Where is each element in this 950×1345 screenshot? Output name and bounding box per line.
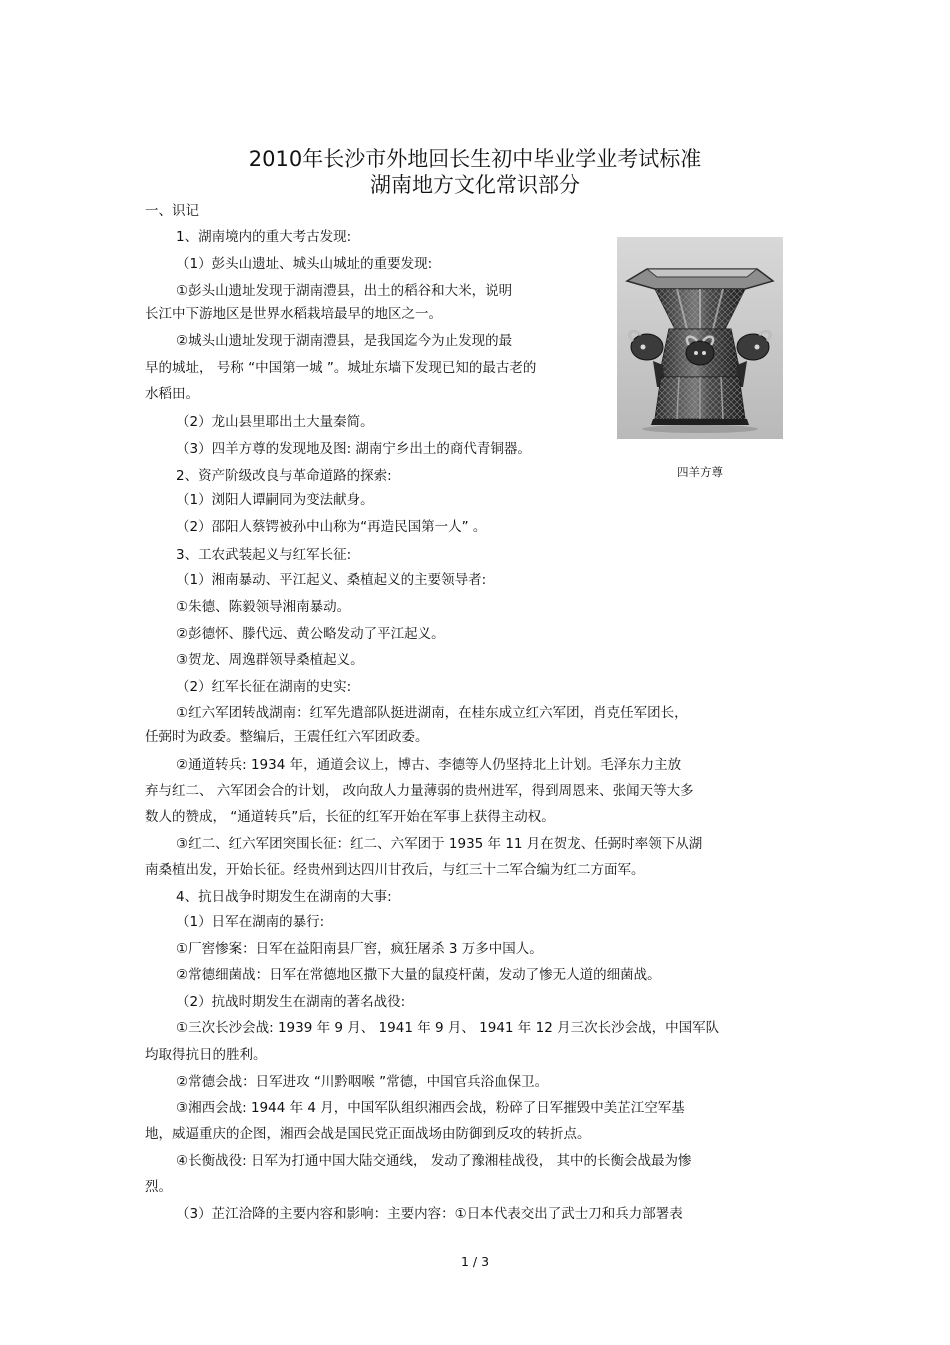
paragraph-line: 早的城址， 号称 “中国第一城 ”。城址东墙下发现已知的最古老的	[145, 360, 537, 376]
section-heading: 一、识记	[145, 203, 199, 219]
topic-heading: 2、资产阶级改良与革命道路的探索:	[176, 468, 392, 484]
paragraph-line: ②通道转兵: 1934 年，通道会议上，博古、李德等人仍坚持北上计划。毛泽东力主放	[176, 757, 682, 773]
document-title: 2010年长沙市外地回长生初中毕业学业考试标准	[248, 147, 702, 171]
paragraph-line: 数人的赞成， “通道转兵”后，长征的红军开始在军事上获得主动权。	[145, 809, 555, 825]
paragraph-line: ②彭德怀、滕代远、黄公略发动了平江起义。	[176, 626, 445, 642]
document-subtitle: 湖南地方文化常识部分	[370, 173, 580, 197]
paragraph-line: ①厂窖惨案：日军在益阳南县厂窖，疯狂屠杀 3 万多中国人。	[176, 941, 543, 957]
subtopic-heading: （2）龙山县里耶出土大量秦简。	[176, 414, 374, 430]
paragraph-line: 烈。	[145, 1179, 172, 1195]
topic-heading: 1、湖南境内的重大考古发现:	[176, 229, 352, 245]
paragraph-line: 南桑植出发，开始长征。经贵州到达四川甘孜后，与红三十二军合编为红二方面军。	[145, 862, 645, 878]
paragraph-line: ①彭头山遗址发现于湖南澧县，出土的稻谷和大米，说明	[176, 283, 513, 299]
subtopic-heading: （2）抗战时期发生在湖南的著名战役:	[176, 994, 406, 1010]
topic-heading: 4、抗日战争时期发生在湖南的大事:	[176, 889, 392, 905]
figure-caption: 四羊方尊	[677, 465, 723, 479]
topic-heading: 3、工农武装起义与红军长征:	[176, 547, 352, 563]
subtopic-heading: （1）彭头山遗址、城头山城址的重要发现:	[176, 256, 433, 272]
subtopic-heading: （1）日军在湖南的暴行:	[176, 914, 325, 930]
paragraph-line: ③贺龙、周逸群领导桑植起义。	[176, 652, 364, 668]
paragraph-line: 弃与红二、 六军团会合的计划， 改向敌人力量薄弱的贵州进军，得到周恩来、张闻天等大多	[145, 783, 694, 799]
paragraph-line: 任弼时为政委。整编后，王震任红六军团政委。	[145, 729, 429, 745]
paragraph-line: 水稻田。	[145, 386, 199, 402]
subtopic-heading: （2）红军长征在湖南的史实:	[176, 679, 352, 695]
subtopic-heading: （1）湘南暴动、平江起义、桑植起义的主要领导者:	[176, 572, 487, 588]
paragraph-line: ④长衡战役: 日军为打通中国大陆交通线， 发动了豫湘桂战役， 其中的长衡会战最为惨	[176, 1153, 692, 1169]
bronze-vessel-photo	[617, 237, 783, 439]
subtopic-heading: （3）四羊方尊的发现地及图: 湖南宁乡出土的商代青铜器。	[176, 441, 531, 457]
paragraph-line: 均取得抗日的胜利。	[145, 1047, 267, 1063]
paragraph-line: ③湘西会战: 1944 年 4 月，中国军队组织湘西会战，粉碎了日军摧毁中美芷江空军基	[176, 1100, 685, 1116]
paragraph-line: ①朱德、陈毅领导湘南暴动。	[176, 599, 351, 615]
paragraph-line: ①红六军团转战湖南：红军先遣部队挺进湖南，在桂东成立红六军团，肖克任军团长，	[176, 705, 688, 721]
subtopic-heading: （1）浏阳人谭嗣同为变法献身。	[176, 492, 374, 508]
paragraph-line: 地，威逼重庆的企图，湘西会战是国民党正面战场由防御到反攻的转折点。	[145, 1126, 591, 1142]
page-indicator: 1 / 3	[460, 1254, 490, 1269]
paragraph-line: ①三次长沙会战: 1939 年 9 月、 1941 年 9 月、 1941 年 12 月三次长沙会战，中国军队	[176, 1020, 720, 1036]
paragraph-line: ③红二、红六军团突围长征：红二、六军团于 1935 年 11 月在贺龙、任弼时率领下从湖	[176, 836, 703, 852]
paragraph-line: ②常德会战：日军进攻 “川黔咽喉 ”常德，中国官兵浴血保卫。	[176, 1074, 549, 1090]
subtopic-heading: （3）芷江洽降的主要内容和影响：主要内容：①日本代表交出了武士刀和兵力部署表	[176, 1206, 683, 1222]
paragraph-line: 长江中下游地区是世界水稻栽培最早的地区之一。	[145, 306, 442, 322]
paragraph-line: ②城头山遗址发现于湖南澧县，是我国迄今为止发现的最	[176, 333, 513, 349]
paragraph-line: ②常德细菌战：日军在常德地区撒下大量的鼠疫杆菌，发动了惨无人道的细菌战。	[176, 967, 661, 983]
subtopic-heading: （2）邵阳人蔡锷被孙中山称为“再造民国第一人” 。	[176, 519, 487, 535]
